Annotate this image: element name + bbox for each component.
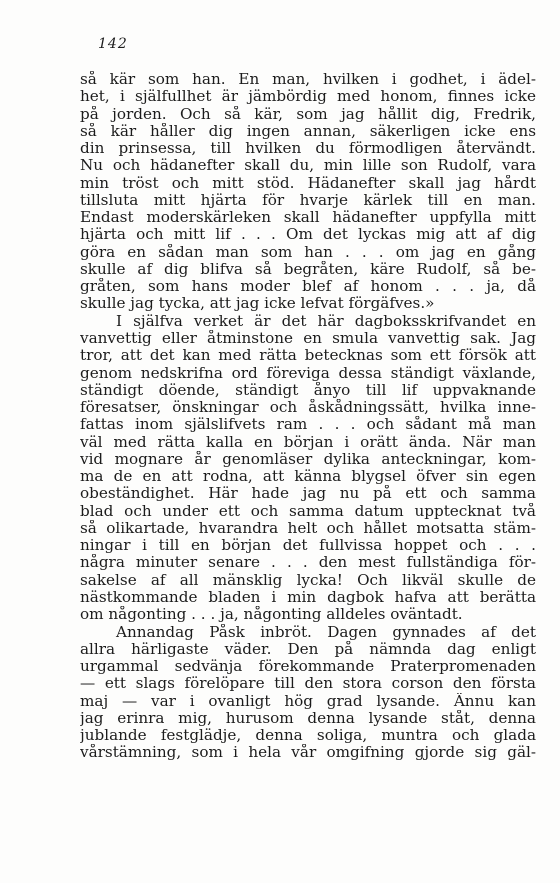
text-line: så kär håller dig ingen annan, säkerligen icke ens — [80, 122, 536, 140]
text-line: jag erinra mig, hurusom denna lysande ståt, denna — [80, 709, 536, 727]
text-line: så olikartade, hvarandra helt och hållet motsatta stäm- — [80, 519, 536, 537]
text-line: min tröst och mitt stöd. Hädanefter skall jag hårdt — [80, 174, 536, 192]
page-number: 142 — [98, 36, 128, 52]
text-line: om någonting . . . ja, någonting alldeles oväntadt. — [80, 606, 463, 624]
text-line: urgammal sedvänja förekommande Praterpromenaden — [80, 658, 536, 676]
text-line: din prinsessa, till hvilken du förmodligen återvändt. — [80, 140, 536, 158]
text-line: het, i själfullhet är jämbördig med honom, finnes icke — [80, 88, 536, 106]
text-line: gråten, som hans moder blef af honom . . . ja, då — [80, 278, 536, 296]
text-line: genom nedskrifna ord föreviga dessa ständigt växlande, — [80, 364, 536, 382]
text-line: ständigt döende, ständigt ånyo till lif uppvaknande — [80, 381, 536, 399]
text-line: väl med rätta kalla en början i orätt ända. När man — [80, 433, 536, 451]
text-line: vid mognare år genomläser dylika anteckningar, kom- — [80, 450, 536, 468]
text-line: tillsluta mitt hjärta för hvarje kärlek till en man. — [80, 191, 536, 209]
text-line: tror, att det kan med rätta betecknas som ett försök att — [80, 347, 536, 365]
text-line: ningar i till en början det fullvissa hoppet och . . . — [80, 537, 536, 555]
text-line: I själfva verket är det här dagboksskrifvandet en — [116, 312, 536, 330]
text-line: nästkommande bladen i min dagbok hafva att berätta — [80, 588, 536, 606]
text-line: sakelse af all mänsklig lycka! Och likväl skulle de — [80, 571, 536, 589]
text-line: på jorden. Och så kär, som jag hållit dig, Fredrik, — [80, 105, 536, 123]
text-line: Annandag Påsk inbröt. Dagen gynnades af det — [116, 623, 536, 641]
text-line: skulle af dig blifva så begråten, käre Rudolf, så be- — [80, 260, 536, 278]
page-body-text — [80, 71, 536, 762]
text-line: blad och under ett och samma datum upptecknat två — [80, 502, 536, 520]
text-line: ma de en att rodna, att känna blygsel öfver sin egen — [80, 468, 536, 486]
text-line: allra härligaste väder. Den på nämnda dag enligt — [80, 640, 536, 658]
text-line: Endast moderskärleken skall hädanefter uppfylla mitt — [80, 209, 536, 227]
text-line: några minuter senare . . . den mest fullständiga för- — [80, 554, 536, 572]
text-line: Nu och hädanefter skall du, min lille son Rudolf, vara — [80, 157, 536, 175]
text-line: föresatser, önskningar och åskådningssätt, hvilka inne- — [80, 399, 536, 417]
text-line: göra en sådan man som han . . . om jag en gång — [80, 243, 536, 261]
text-line: hjärta och mitt lif . . . Om det lyckas mig att af dig — [80, 226, 536, 244]
text-line: jublande festglädje, denna soliga, muntra och glada — [80, 727, 536, 745]
text-line: maj — var i ovanligt hög grad lysande. Ännu kan — [80, 692, 536, 710]
text-line: skulle jag tycka, att jag icke lefvat förgäfves.» — [80, 295, 435, 313]
text-line: så kär som han. En man, hvilken i godhet, i ädel- — [80, 71, 536, 88]
text-line: vårstämning, som i hela vår omgifning gjorde sig gäl- — [80, 744, 536, 762]
text-line: — ett slags förelöpare till den stora corson den första — [80, 675, 536, 693]
text-line: obeständighet. Här hade jag nu på ett och samma — [80, 485, 536, 503]
text-line: vanvettig eller åtminstone en smula vanvettig sak. Jag — [80, 329, 536, 347]
text-line: fattas inom själslifvets ram . . . och sådant må man — [80, 416, 536, 434]
